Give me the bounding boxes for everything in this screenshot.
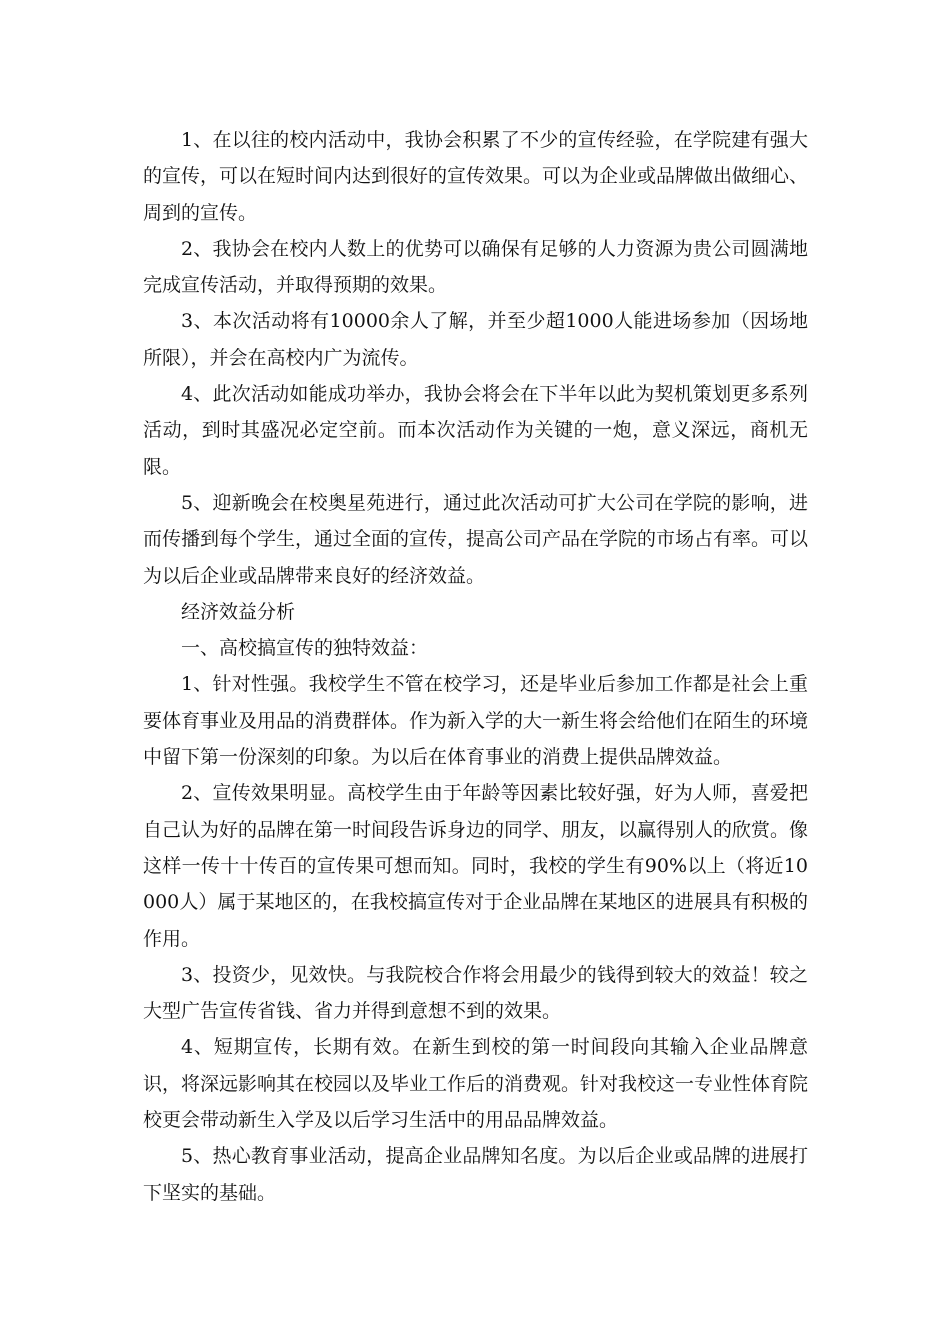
paragraph-benefit-1: 1、针对性强。我校学生不管在校学习，还是毕业后参加工作都是社会上重要体育事业及用品的消费群体。作为新入学的大一新生将会给他们在陌生的环境中留下第一份深刻的印象。为以后在体育事业的消费上提供品牌效益。 bbox=[143, 673, 809, 769]
paragraph-advantage-3: 3、本次活动将有10000余人了解，并至少超1000人能进场参加（因场地所限），并会在高校内广为流传。 bbox=[143, 310, 808, 369]
paragraph-benefit-3: 3、投资少，见效快。与我院校合作将会用最少的钱得到较大的效益！较之大型广告宣传省钱、省力并得到意想不到的效果。 bbox=[143, 963, 808, 1023]
document-body bbox=[143, 122, 808, 1211]
paragraph-advantage-4: 4、此次活动如能成功举办，我协会将会在下半年以此为契机策划更多系列活动，到时其盛况必定空前。而本次活动作为关键的一炮，意义深远，商机无限。 bbox=[143, 383, 808, 478]
paragraph-benefit-2: 2、宣传效果明显。高校学生由于年龄等因素比较好强，好为人师，喜爱把自己认为好的品牌在第一时间段告诉身边的同学、朋友，以赢得别人的欣赏。像这样一传十十传百的宣传果可想而知。同时，我校的学生有90%以上（将近10000人）属于某地区的，在我校搞宣传对于企业品牌在某地区的进展具有积极的作用。 bbox=[143, 782, 809, 950]
paragraph-advantage-1: 1、在以往的校内活动中，我协会积累了不少的宣传经验，在学院建有强大的宣传，可以在短时间内达到很好的宣传效果。可以为企业或品牌做出做细心、周到的宣传。 bbox=[143, 129, 809, 224]
section-heading: 经济效益分析 bbox=[181, 600, 296, 623]
paragraph-benefit-4: 4、短期宣传，长期有效。在新生到校的第一时间段向其输入企业品牌意识，将深远影响其在校园以及毕业工作后的消费观。针对我校这一专业性体育院校更会带动新生入学及以后学习生活中的用品品牌效益。 bbox=[143, 1036, 809, 1132]
subsection-heading: 一、高校搞宣传的独特效益： bbox=[181, 637, 429, 660]
paragraph-advantage-2: 2、我协会在校内人数上的优势可以确保有足够的人力资源为贵公司圆满地完成宣传活动，并取得预期的效果。 bbox=[143, 237, 808, 297]
paragraph-advantage-5: 5、迎新晚会在校奥星苑进行，通过此次活动可扩大公司在学院的影响，进而传播到每个学生，通过全面的宣传，提高公司产品在学院的市场占有率。可以为以后企业或品牌带来良好的经济效益。 bbox=[143, 491, 809, 587]
paragraph-benefit-5: 5、热心教育事业活动，提高企业品牌知名度。为以后企业或品牌的进展打下坚实的基础。 bbox=[143, 1145, 808, 1204]
